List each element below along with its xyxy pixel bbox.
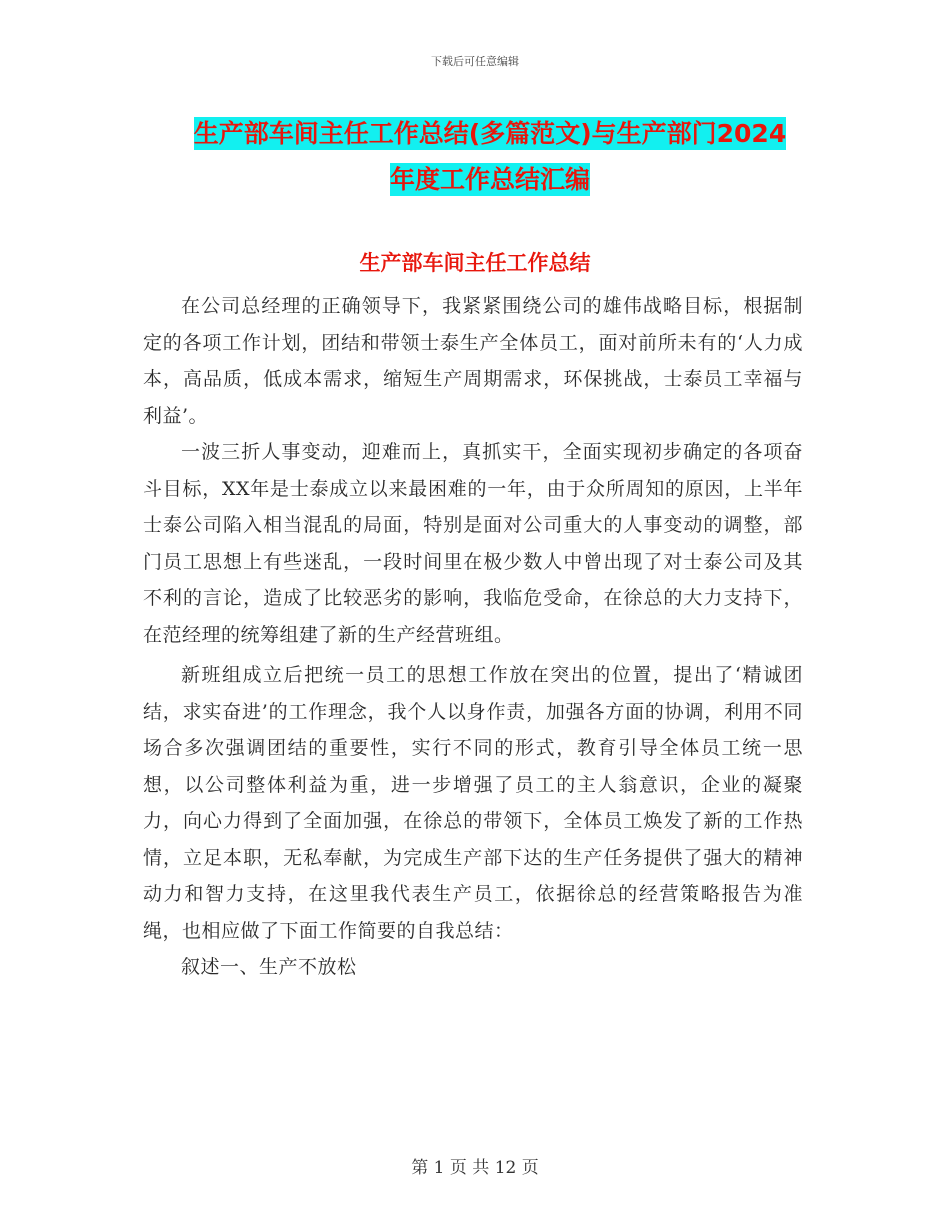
body-text: [143, 288, 803, 986]
title-line-2: 年度工作总结汇编: [389, 165, 590, 194]
page-footer: 第 1 页 共 12 页: [411, 1158, 539, 1178]
paragraph-2: 一波三折人事变动，迎难而上，真抓实干，全面实现初步确定的各项奋斗目标，XX年是士泰成立以来最困难的一年，由于众所周知的原因，上半年士泰公司陷入相当混乱的局面，特别是面对公司重大的人事变动的调整，部门员工思想上有些迷乱，一段时间里在极少数人中曾出现了对士泰公司及其不利的言论，造成了比较恶劣的影响，我临危受命，在徐总的大力支持下，在范经理的统筹组建了新的生产经营班组。: [143, 441, 803, 646]
document-title: [140, 111, 840, 203]
section-title: 生产部车间主任工作总结: [359, 251, 591, 275]
paragraph-1: 在公司总经理的正确领导下，我紧紧围绕公司的雄伟战略目标，根据制定的各项工作计划，团结和带领士泰生产全体员工，面对前所未有的‘人力成本，高品质，低成本需求，缩短生产周期需求，环保挑战，士泰员工幸福与利益’。: [143, 295, 803, 427]
title-line-1: 生产部车间主任工作总结(多篇范文)与生产部门2024: [193, 119, 787, 148]
paragraph-4: 叙述一、生产不放松: [181, 956, 357, 978]
header-note: 下载后可任意编辑: [431, 55, 519, 68]
paragraph-3: 新班组成立后把统一员工的思想工作放在突出的位置，提出了‘精诚团结，求实奋进’的工作理念，我个人以身作责，加强各方面的协调，利用不同场合多次强调团结的重要性，实行不同的形式，教育引导全体员工统一思想，以公司整体利益为重，进一步增强了员工的主人翁意识，企业的凝聚力，向心力得到了全面加强，在徐总的带领下，全体员工焕发了新的工作热情，立足本职，无私奉献，为完成生产部下达的生产任务提供了强大的精神动力和智力支持，在这里我代表生产员工，依据徐总的经营策略报告为准绳，也相应做了下面工作简要的自我总结：: [143, 664, 803, 942]
